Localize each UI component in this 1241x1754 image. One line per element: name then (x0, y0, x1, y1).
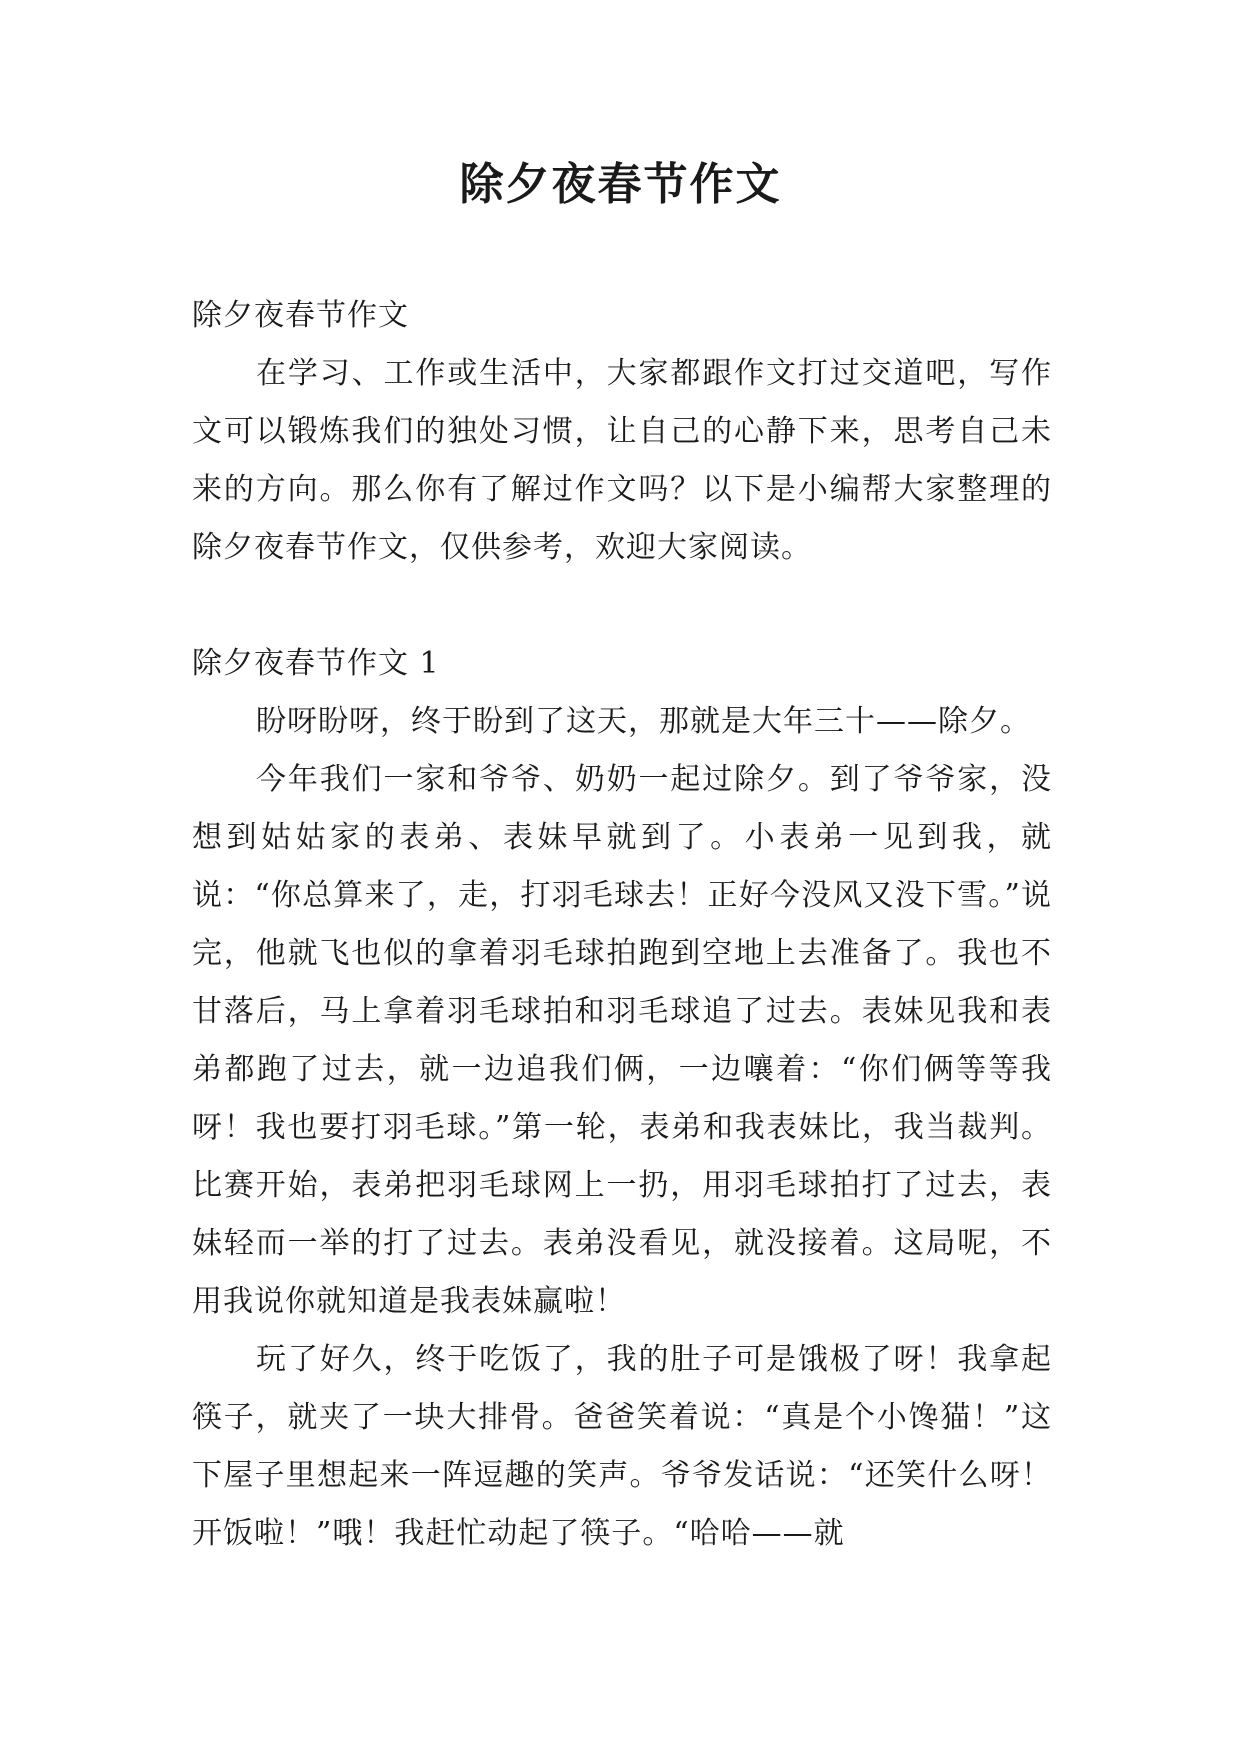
body-paragraph: 今年我们一家和爷爷、奶奶一起过除夕。到了爷爷家，没想到姑姑家的表弟、表妹早就到了。小表弟一见到我，就说：“你总算来了，走，打羽毛球去！正好今没风又没下雪。”说完，他就飞也似的拿着羽毛球拍跑到空地上去准备了。我也不甘落后，马上拿着羽毛球拍和羽毛球追了过去。表妹见我和表弟都跑了过去，就一边追我们俩，一边嚷着：“你们俩等等我呀！我也要打羽毛球。”第一轮，表弟和我表妹比，我当裁判。比赛开始，表弟把羽毛球网上一扔，用羽毛球拍打了过去，表妹轻而一举的打了过去。表弟没看见，就没接着。这局呢，不用我说你就知道是我表妹赢啦！ (192, 762, 1052, 1319)
body-paragraph: 玩了好久，终于吃饭了，我的肚子可是饿极了呀！我拿起筷子，就夹了一块大排骨。爸爸笑着说：“真是个小馋猫！”这下屋子里想起来一阵逗趣的笑声。爷爷发话说：“还笑什么呀！开饭啦！”哦！我赶忙动起了筷子。“哈哈——就 (192, 1342, 1052, 1551)
section-gap (192, 577, 1052, 635)
body-paragraph: 盼呀盼呀，终于盼到了这天，那就是大年三十——除夕。 (256, 704, 1031, 739)
section-heading-1: 除夕夜春节作文 1 (192, 646, 440, 681)
document-subtitle: 除夕夜春节作文 (192, 298, 409, 333)
intro-paragraph: 在学习、工作或生活中，大家都跟作文打过交道吧，写作文可以锻炼我们的独处习惯，让自己的心静下来，思考自己未来的方向。那么你有了解过作文吗？以下是小编帮大家整理的除夕夜春节作文，仅供参考，欢迎大家阅读。 (192, 356, 1052, 565)
document-body (192, 287, 1052, 1563)
document-title: 除夕夜春节作文 (459, 159, 782, 210)
